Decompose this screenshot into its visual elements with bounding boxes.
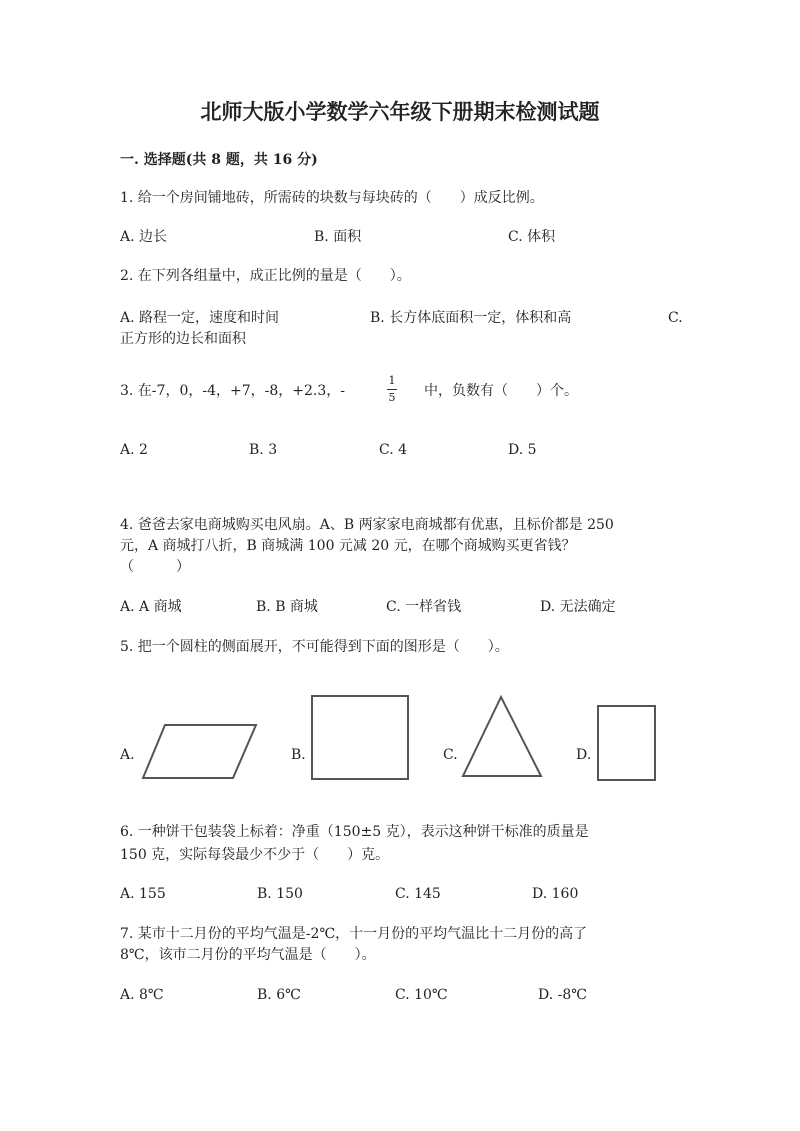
rectangle-shape-b	[310, 694, 410, 782]
question-4-option-b: B. B 商城	[256, 599, 318, 615]
question-4-option-a: A. A 商城	[120, 599, 182, 615]
triangle-shape	[460, 694, 544, 780]
question-6-stem-line-2: 150 克，实际每袋最少不少于（ ）克。	[120, 847, 390, 863]
question-2-option-a: A. 路程一定，速度和时间	[120, 310, 280, 326]
fraction-one-fifth	[385, 375, 399, 404]
rectangle-shape-d	[596, 704, 658, 782]
question-2-option-b: B. 长方体底面积一定，体积和高	[370, 310, 572, 326]
question-3-stem-start: 3. 在-7，0，-4，+7，-8，+2.3，-	[120, 383, 345, 399]
question-7-option-d: D. -8℃	[538, 987, 587, 1003]
parallelogram-shape	[140, 722, 260, 782]
question-3-stem-end: 中，负数有（ ）个。	[424, 383, 578, 399]
question-4-stem-line-2: 元，A 商城打八折，B 商城满 100 元减 20 元，在哪个商城购买更省钱？	[120, 538, 576, 554]
question-3-option-c: C. 4	[379, 442, 408, 458]
question-5-label-d: D.	[576, 747, 592, 763]
question-6-option-c: C. 145	[395, 886, 441, 902]
question-4-stem-line-1: 4. 爸爸去家电商城购买电风扇。A、B 两家家电商城都有优惠，且标价都是 250	[120, 517, 614, 533]
question-1-option-c: C. 体积	[508, 229, 556, 245]
question-1-option-b: B. 面积	[314, 229, 362, 245]
section-heading: 一. 选择题(共 8 题，共 16 分)	[120, 152, 318, 168]
fraction-denominator: 5	[388, 391, 396, 404]
question-2-option-c: C.	[668, 310, 683, 326]
question-1-stem: 1. 给一个房间铺地砖，所需砖的块数与每块砖的（ ）成反比例。	[120, 190, 544, 206]
question-3-option-d: D. 5	[508, 442, 537, 458]
question-3-option-a: A. 2	[120, 442, 148, 458]
question-5-label-c: C.	[443, 747, 458, 763]
question-5-label-a: A.	[120, 747, 135, 763]
fraction-numerator: 1	[388, 374, 396, 387]
question-6-option-d: D. 160	[532, 886, 579, 902]
question-7-option-c: C. 10℃	[395, 987, 448, 1003]
question-5-label-b: B.	[291, 747, 306, 763]
fraction-bar	[387, 389, 397, 390]
question-5-stem: 5. 把一个圆柱的侧面展开，不可能得到下面的图形是（ ）。	[120, 639, 509, 655]
question-2-stem: 2. 在下列各组量中，成正比例的量是（ ）。	[120, 268, 411, 284]
question-4-option-d: D. 无法确定	[540, 599, 616, 615]
question-7-option-b: B. 6℃	[257, 987, 301, 1003]
page-title: 北师大版小学数学六年级下册期末检测试题	[200, 99, 600, 124]
question-1-option-a: A. 边长	[120, 229, 168, 245]
question-6-option-b: B. 150	[257, 886, 303, 902]
question-6-stem-line-1: 6. 一种饼干包装袋上标着：净重（150±5 克），表示这种饼干标准的质量是	[120, 824, 589, 840]
question-6-option-a: A. 155	[120, 886, 166, 902]
question-7-option-a: A. 8℃	[120, 987, 164, 1003]
question-4-answer-blank: （ ）	[120, 559, 190, 575]
question-2-option-c-text: 正方形的边长和面积	[120, 331, 246, 347]
question-4-option-c: C. 一样省钱	[386, 599, 462, 615]
question-3-option-b: B. 3	[249, 442, 278, 458]
question-7-stem-line-1: 7. 某市十二月份的平均气温是-2℃，十一月份的平均气温比十二月份的高了	[120, 926, 588, 942]
question-7-stem-line-2: 8℃，该市二月份的平均气温是（ ）。	[120, 947, 376, 963]
